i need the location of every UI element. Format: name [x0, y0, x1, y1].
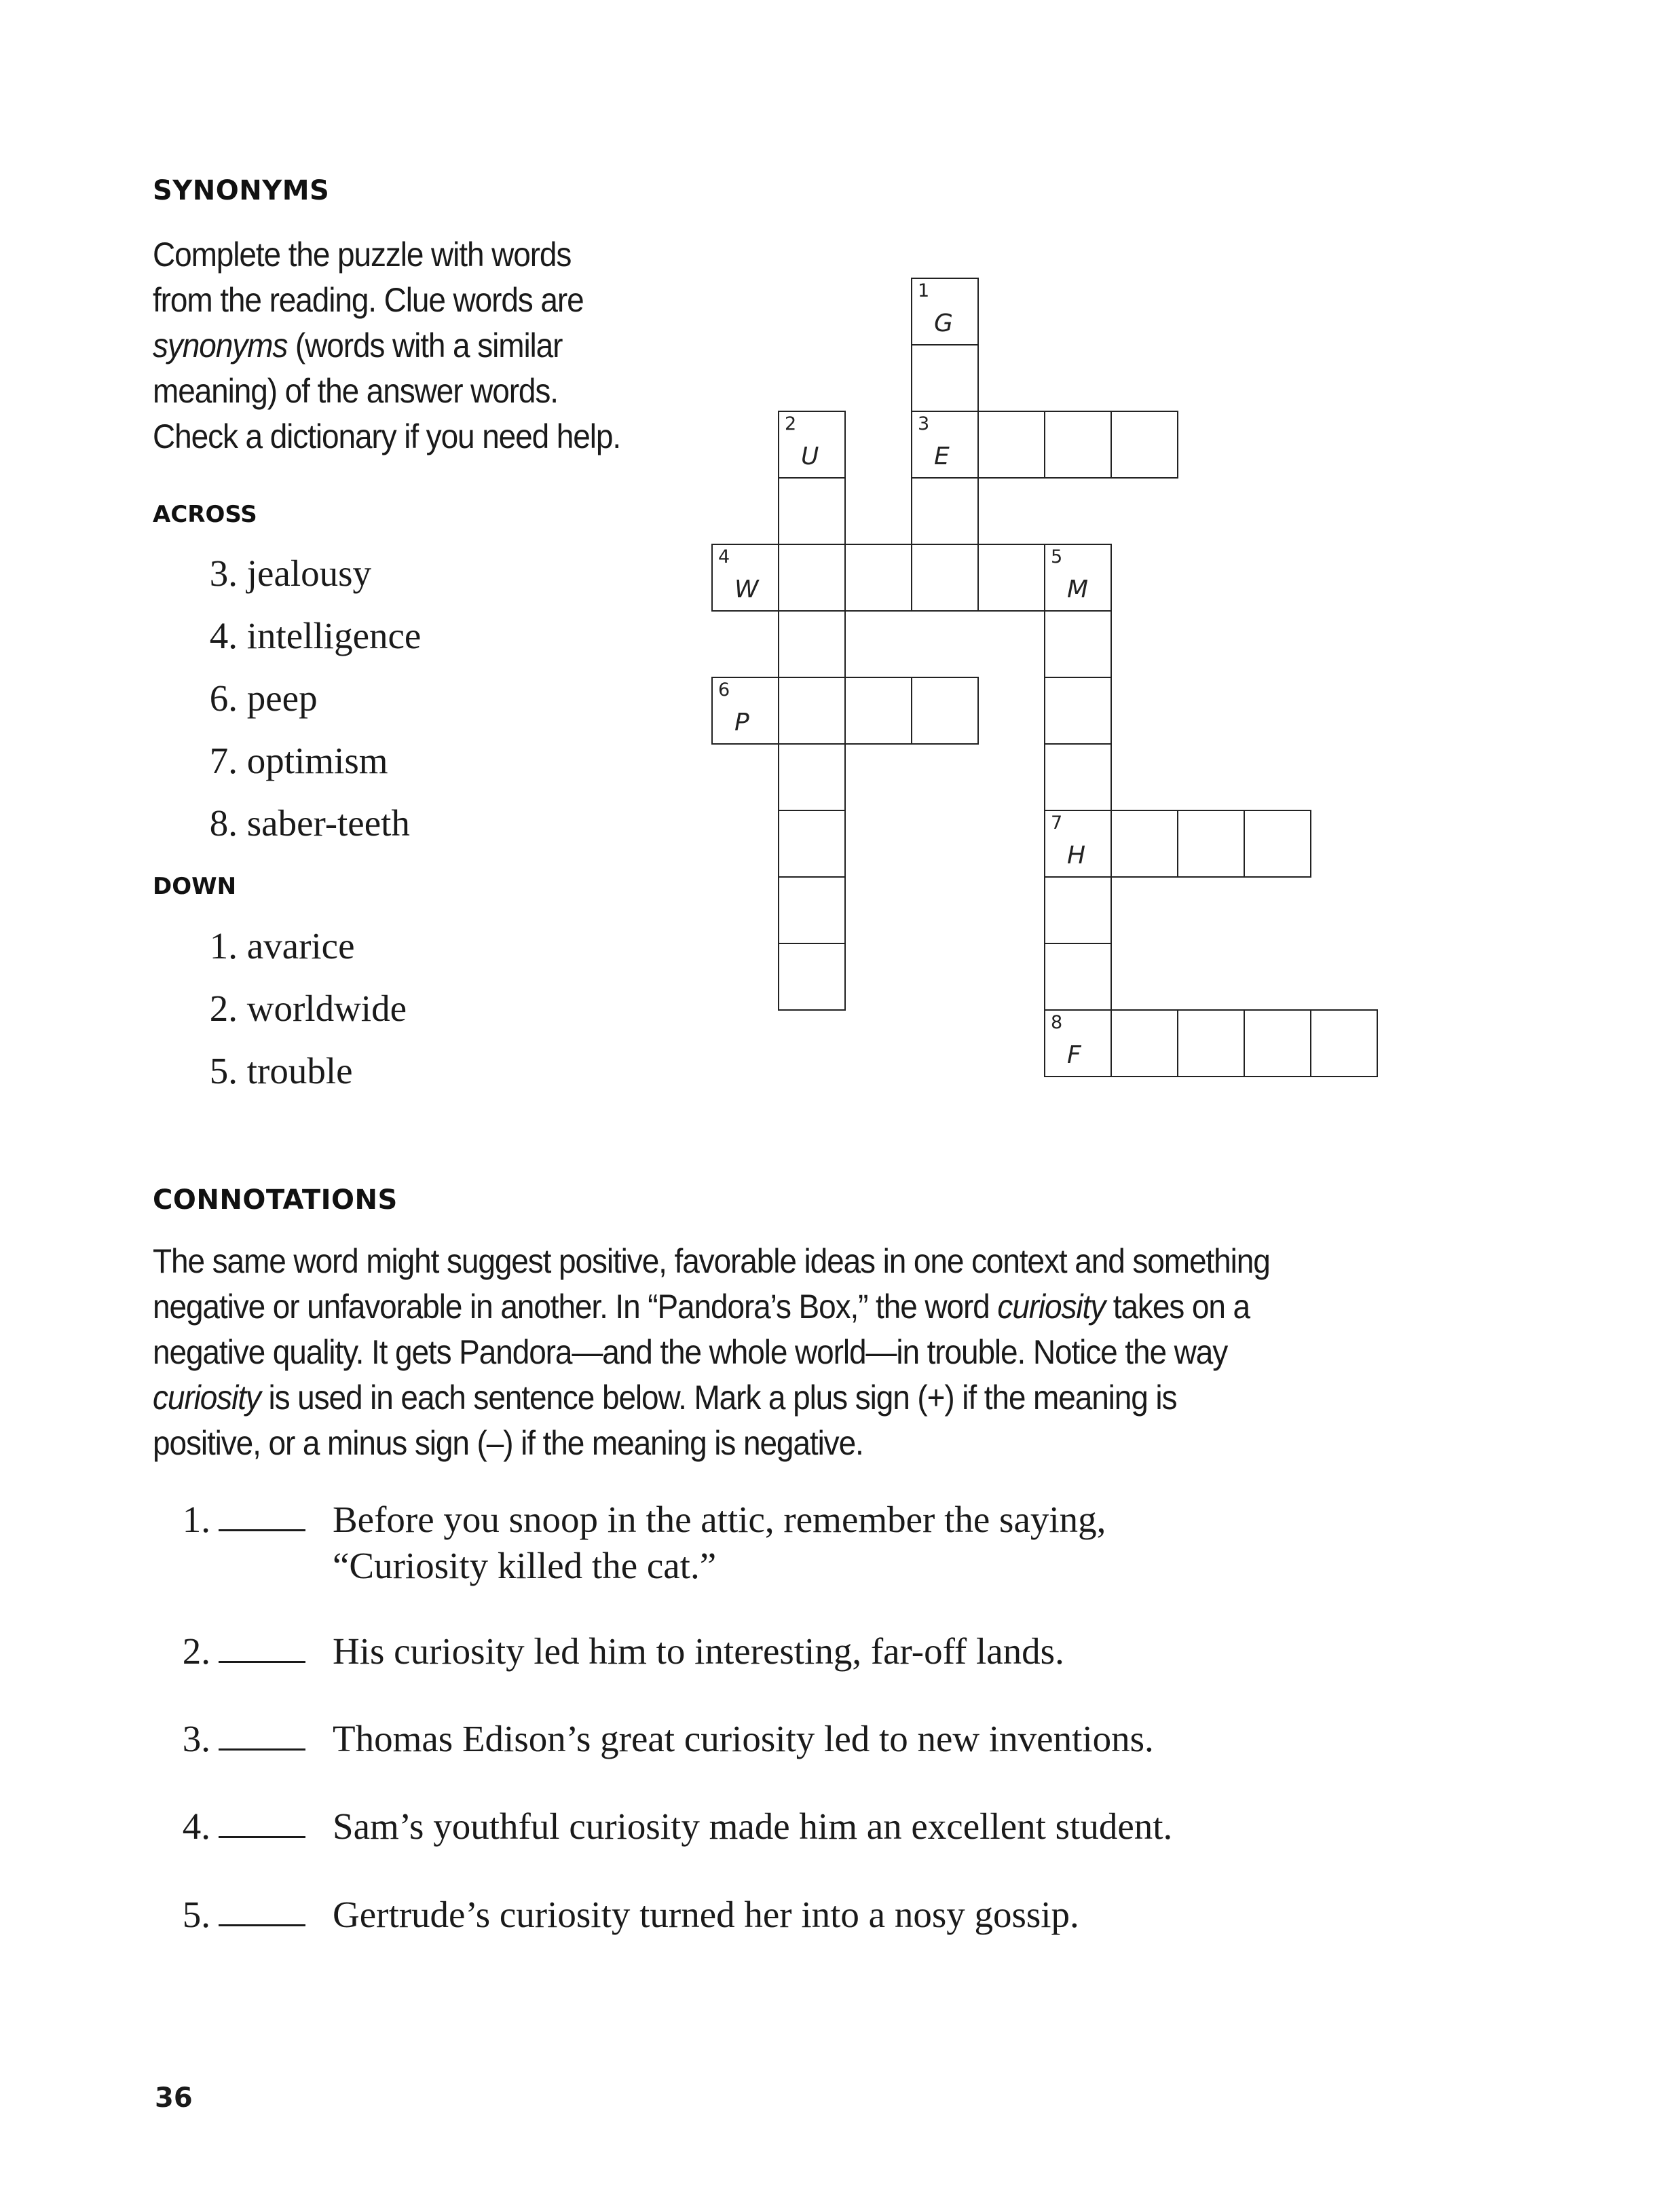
crossword-cell[interactable]	[1044, 411, 1112, 479]
crossword-cell[interactable]	[711, 677, 779, 745]
crossword-cell[interactable]	[911, 278, 979, 345]
item-text: Thomas Edison’s great curiosity led to new inventions.	[333, 1718, 1154, 1759]
across-clue	[180, 552, 421, 614]
synonyms-title: SYNONYMS	[153, 175, 330, 206]
item-number: 1.	[182, 1499, 210, 1540]
clue-number: 2.	[209, 988, 238, 1029]
crossword-cell[interactable]	[778, 810, 846, 878]
clue-word: avarice	[246, 925, 355, 967]
clue-number: 1.	[209, 925, 238, 967]
cell-number: 1	[918, 280, 930, 301]
italic-term: curiosity	[153, 1379, 261, 1417]
crossword-cell[interactable]	[911, 677, 979, 745]
crossword-cell[interactable]	[778, 743, 846, 811]
connotation-item	[170, 1716, 1154, 1762]
crossword-cell[interactable]	[1044, 677, 1112, 745]
crossword-cell[interactable]	[1244, 810, 1311, 878]
answer-blank[interactable]	[219, 1803, 305, 1838]
clue-word: trouble	[246, 1050, 353, 1091]
cell-number: 3	[918, 413, 930, 434]
across-clue	[180, 739, 421, 802]
crossword-cell[interactable]	[977, 411, 1045, 479]
connotation-item	[170, 1892, 1079, 1938]
cell-number: 8	[1051, 1012, 1063, 1033]
crossword-cell[interactable]	[1044, 876, 1112, 944]
cell-number: 5	[1051, 546, 1063, 567]
crossword-cell[interactable]	[711, 544, 779, 612]
synonyms-instructions	[153, 232, 627, 460]
italic-term: curiosity	[997, 1288, 1106, 1326]
clue-number: 7.	[209, 740, 238, 781]
across-clue	[180, 614, 421, 677]
crossword-cell[interactable]	[778, 876, 846, 944]
crossword-cell[interactable]	[778, 677, 846, 745]
crossword-cell[interactable]	[911, 411, 979, 479]
across-title: ACROSS	[153, 501, 257, 528]
cell-letter: E	[934, 443, 950, 470]
answer-blank[interactable]	[219, 1716, 305, 1751]
item-number: 4.	[182, 1806, 210, 1847]
text-run: is used in each sentence below. Mark a plus sign (+) if the meaning is positive, or a minus sign (–) if the meaning is negative.	[153, 1379, 1177, 1462]
cell-letter: W	[734, 576, 759, 603]
across-clue-list	[180, 552, 421, 864]
item-text: Sam’s youthful curiosity made him an excellent student.	[333, 1806, 1173, 1847]
crossword-cell[interactable]	[778, 943, 846, 1011]
italic-term: synonyms	[153, 326, 288, 364]
crossword-cell[interactable]	[778, 544, 846, 612]
item-text-line: “Curiosity killed the cat.”	[333, 1545, 717, 1586]
answer-blank[interactable]	[219, 1628, 305, 1663]
connotation-item	[170, 1628, 1064, 1675]
cell-letter: G	[934, 310, 953, 337]
crossword-cell[interactable]	[1044, 610, 1112, 678]
cell-letter: U	[801, 443, 819, 470]
cell-letter: P	[734, 709, 749, 736]
clue-word: intelligence	[246, 615, 422, 656]
answer-blank[interactable]	[219, 1892, 305, 1926]
across-clue	[180, 677, 421, 739]
item-number: 5.	[182, 1894, 210, 1935]
cell-number: 2	[785, 413, 797, 434]
text-run: (words with a similar meaning) of the answer words. Check a dictionary if you need help.	[153, 326, 621, 455]
down-clue	[180, 924, 407, 987]
crossword-cell[interactable]	[911, 477, 979, 545]
connotation-item	[170, 1497, 1106, 1589]
crossword-cell[interactable]	[1110, 810, 1178, 878]
cell-letter: H	[1067, 842, 1086, 869]
crossword-cell[interactable]	[1044, 1009, 1112, 1077]
clue-number: 4.	[209, 615, 238, 656]
crossword-cell[interactable]	[1044, 544, 1112, 612]
cell-letter: M	[1067, 576, 1089, 603]
crossword-cell[interactable]	[977, 544, 1045, 612]
cell-number: 4	[718, 546, 730, 567]
item-number: 2.	[182, 1630, 210, 1672]
clue-word: worldwide	[246, 988, 407, 1029]
clue-word: jealousy	[246, 553, 372, 594]
crossword-cell[interactable]	[911, 544, 979, 612]
item-text: Gertrude’s curiosity turned her into a nosy gossip.	[333, 1894, 1079, 1935]
down-clue	[180, 1049, 407, 1112]
connotations-instructions	[153, 1239, 1277, 1466]
clue-number: 6.	[209, 677, 238, 719]
clue-word: peep	[246, 677, 318, 719]
crossword-cell[interactable]	[1110, 1009, 1178, 1077]
crossword-cell[interactable]	[844, 677, 912, 745]
item-text-line: Before you snoop in the attic, remember the saying,	[333, 1499, 1106, 1540]
crossword-cell[interactable]	[778, 411, 846, 479]
text-run: The same word might suggest positive, favorable ideas in one context and something negative or unfavorable in another. In “Pandora’s Box,” the word	[153, 1242, 1270, 1326]
crossword-cell[interactable]	[778, 477, 846, 545]
crossword-cell[interactable]	[1044, 943, 1112, 1011]
across-clue	[180, 802, 421, 864]
connotations-title: CONNOTATIONS	[153, 1184, 398, 1216]
clue-word: saber-teeth	[246, 802, 410, 844]
text-run: Complete the puzzle with words from the reading. Clue words are	[153, 236, 584, 319]
item-text	[333, 1497, 1106, 1589]
clue-word: optimism	[246, 740, 388, 781]
down-clue-list	[180, 924, 407, 1112]
cell-number: 6	[718, 679, 730, 700]
clue-number: 5.	[209, 1050, 238, 1091]
clue-number: 3.	[209, 553, 238, 594]
crossword-cell[interactable]	[778, 610, 846, 678]
clue-number: 8.	[209, 802, 238, 844]
item-text: His curiosity led him to interesting, far-off lands.	[333, 1630, 1064, 1672]
cell-letter: F	[1067, 1041, 1081, 1069]
crossword-cell[interactable]	[1310, 1009, 1378, 1077]
item-number: 3.	[182, 1718, 210, 1759]
crossword-cell[interactable]	[1177, 1009, 1245, 1077]
crossword-cell[interactable]	[1244, 1009, 1311, 1077]
page-number: 36	[155, 2082, 193, 2114]
text-run: takes on a negative quality. It gets Pandora—and the whole world—in trouble. Notice the way	[153, 1288, 1250, 1371]
answer-blank[interactable]	[219, 1497, 305, 1531]
connotation-item	[170, 1803, 1172, 1850]
cell-number: 7	[1051, 812, 1063, 834]
crossword-cell[interactable]	[911, 344, 979, 412]
crossword-cell[interactable]	[1044, 743, 1112, 811]
down-title: DOWN	[153, 873, 237, 900]
crossword-cell[interactable]	[1044, 810, 1112, 878]
crossword-cell[interactable]	[1110, 411, 1178, 479]
crossword-cell[interactable]	[1177, 810, 1245, 878]
crossword-cell[interactable]	[844, 544, 912, 612]
down-clue	[180, 987, 407, 1049]
